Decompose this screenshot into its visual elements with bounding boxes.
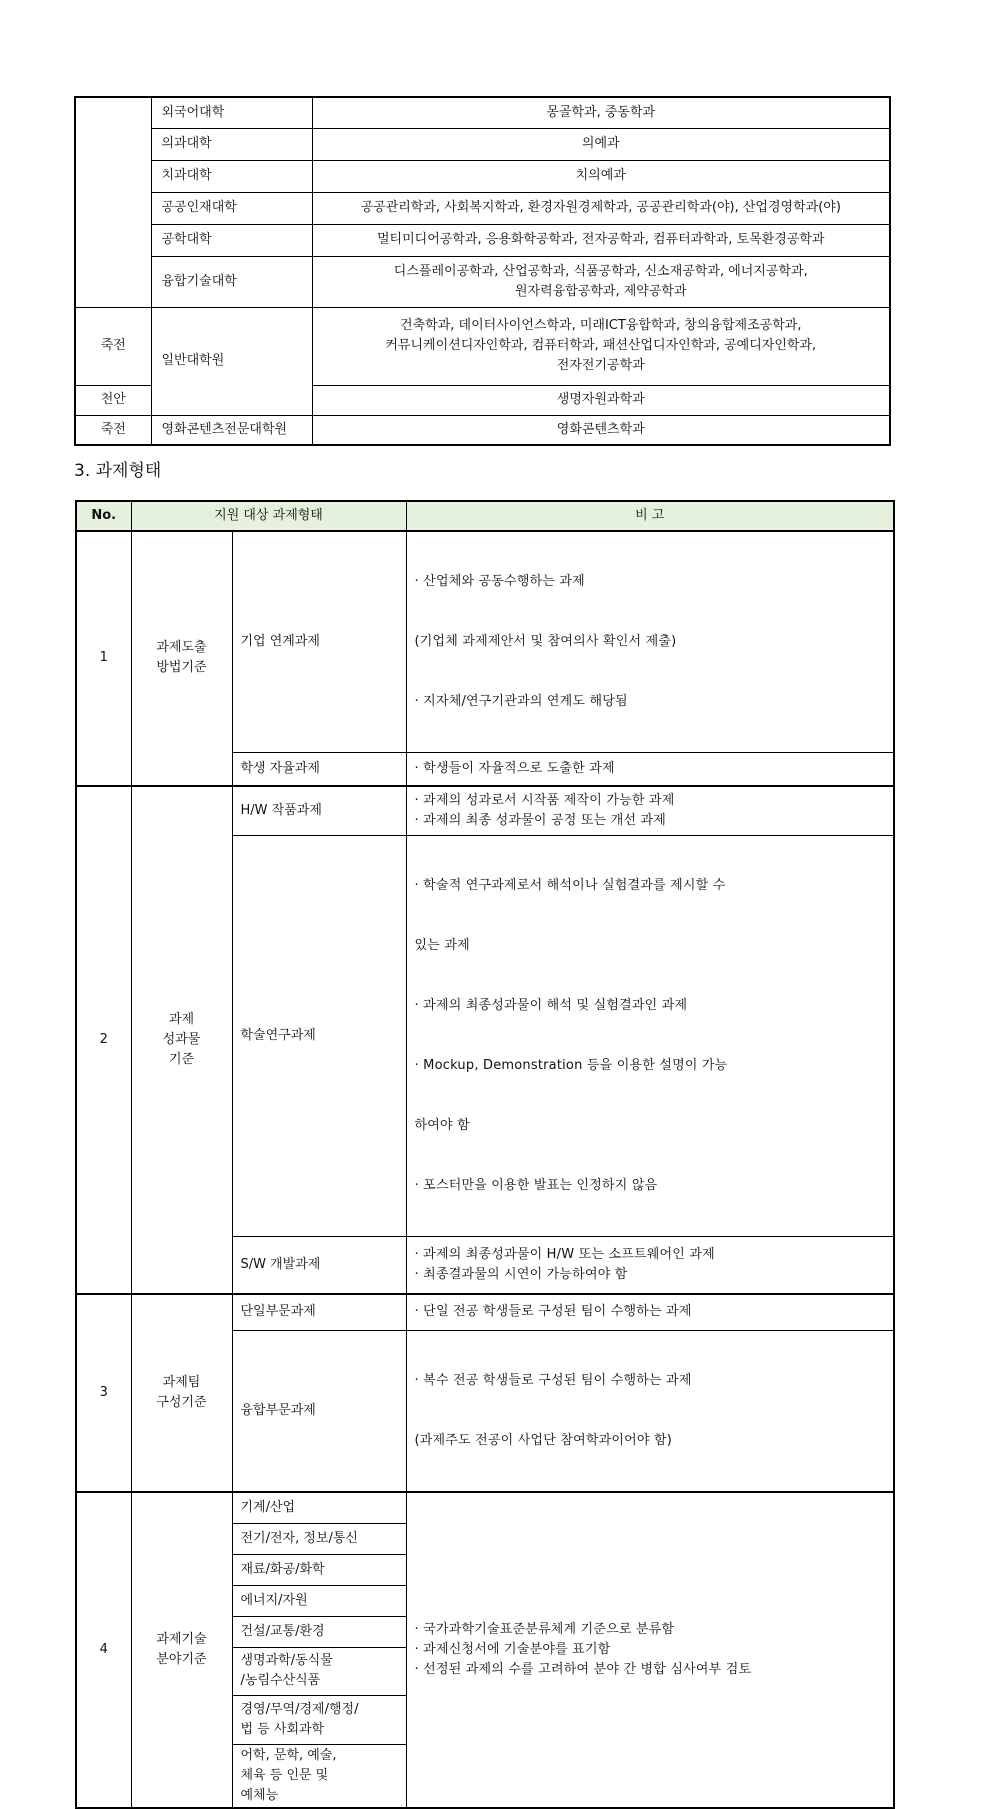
departments-cell: 몽골학과, 중동학과 [312,97,890,128]
project-type-cell: 재료/화공/화학 [232,1554,406,1585]
college-cell: 영화콘텐츠전문대학원 [151,415,312,445]
group-category: 과제팀 구성기준 [131,1294,232,1493]
departments-cell: 생명자원과학과 [312,385,890,415]
table-row [75,97,890,128]
note-cell: · 과제의 성과로서 시작품 제작이 가능한 과제 · 과제의 최종 성과물이 공정 또는 개선 과제 [406,786,894,836]
departments-cell: 디스플레이공학과, 산업공학과, 식품공학과, 신소재공학과, 에너지공학과, 원자력융합공학과, 제약공학과 [312,256,890,307]
project-type-cell: 융합부문과제 [232,1331,406,1493]
department-table [74,96,891,446]
project-type-cell: 경영/무역/경제/행정/ 법 등 사회과학 [232,1695,406,1744]
group-number: 2 [76,786,131,1294]
table-row [76,1294,894,1331]
campus-cell: 천안 [75,385,151,415]
table-row [76,531,894,753]
campus-cell [75,97,151,307]
departments-cell: 공공관리학과, 사회복지학과, 환경자원경제학과, 공공관리학과(야), 산업경영학과(야) [312,192,890,224]
table-row [75,160,890,192]
campus-cell: 죽전 [75,307,151,385]
college-cell: 외국어대학 [151,97,312,128]
project-type-cell: S/W 개발과제 [232,1237,406,1294]
section-heading: 3. 과제형태 [74,461,162,481]
project-type-cell: 어학, 문학, 예술, 체육 등 인문 및 예체능 [232,1744,406,1808]
group-category: 과제 성과물 기준 [131,786,232,1294]
departments-cell: 건축학과, 데이터사이언스학과, 미래ICT융합학과, 창의융합제조공학과, 커뮤니케이션디자인학과, 컴퓨터학과, 패션산업디자인학과, 공예디자인학과, 전자전기공학과 [312,307,890,385]
college-cell: 일반대학원 [151,307,312,415]
group-number: 4 [76,1492,131,1808]
project-type-cell: 생명과학/동식물 /농림수산식품 [232,1647,406,1695]
project-type-cell: 기계/산업 [232,1492,406,1523]
note-cell: · 단일 전공 학생들로 구성된 팀이 수행하는 과제 [406,1294,894,1331]
project-type-cell: 에너지/자원 [232,1585,406,1616]
table-row [75,224,890,256]
college-cell: 공학대학 [151,224,312,256]
project-type-cell: 건설/교통/환경 [232,1616,406,1647]
note-cell: · 산업체와 공동수행하는 과제 (기업체 과제제안서 및 참여의사 확인서 제출) · 지자체/연구기관과의 연계도 해당됨 [406,531,894,753]
group-category: 과제기술 분야기준 [131,1492,232,1808]
departments-cell: 멀티미디어공학과, 응용화학공학과, 전자공학과, 컴퓨터과학과, 토목환경공학과 [312,224,890,256]
note-cell: · 과제의 최종성과물이 H/W 또는 소프트웨어인 과제 · 최종결과물의 시연이 가능하여야 함 [406,1237,894,1294]
table-row [75,307,890,385]
note-cell: · 학생들이 자율적으로 도출한 과제 [406,753,894,786]
group-number: 1 [76,531,131,786]
departments-cell: 영화콘텐츠학과 [312,415,890,445]
departments-cell: 의예과 [312,128,890,160]
table-row [75,128,890,160]
table-row [75,415,890,445]
table-header-row [76,501,894,531]
college-cell: 융합기술대학 [151,256,312,307]
departments-cell: 치의예과 [312,160,890,192]
college-cell: 치과대학 [151,160,312,192]
project-type-cell: 기업 연계과제 [232,531,406,753]
table-row [76,786,894,836]
table-row [75,256,890,307]
project-type-cell: 단일부문과제 [232,1294,406,1331]
project-type-cell: 학술연구과제 [232,836,406,1237]
note-cell: · 복수 전공 학생들로 구성된 팀이 수행하는 과제 (과제주도 전공이 사업단 참여학과이어야 함) [406,1331,894,1493]
campus-cell: 죽전 [75,415,151,445]
project-type-cell: 학생 자율과제 [232,753,406,786]
project-type-cell: 전기/전자, 정보/통신 [232,1523,406,1554]
header-note: 비 고 [406,501,894,531]
college-cell: 공공인재대학 [151,192,312,224]
table-row [76,1492,894,1523]
group-category: 과제도출 방법기준 [131,531,232,786]
header-no: No. [76,501,131,531]
header-type: 지원 대상 과제형태 [131,501,406,531]
table-row [75,192,890,224]
group-number: 3 [76,1294,131,1493]
project-type-table [75,500,895,1809]
college-cell: 의과대학 [151,128,312,160]
project-type-cell: H/W 작품과제 [232,786,406,836]
note-cell: · 학술적 연구과제로서 해석이나 실험결과를 제시할 수 있는 과제 · 과제의 최종성과물이 해석 및 실험결과인 과제 · Mockup, Demonstration 등을 이용한 설명이 가능 하여야 함 · 포스터만을 이용한 발표는 인정하지 않음 [406,836,894,1237]
note-cell: · 국가과학기술표준분류체계 기준으로 분류함 · 과제신청서에 기술분야를 표기함 · 선정된 과제의 수를 고려하여 분야 간 병합 심사여부 검토 [406,1492,894,1808]
